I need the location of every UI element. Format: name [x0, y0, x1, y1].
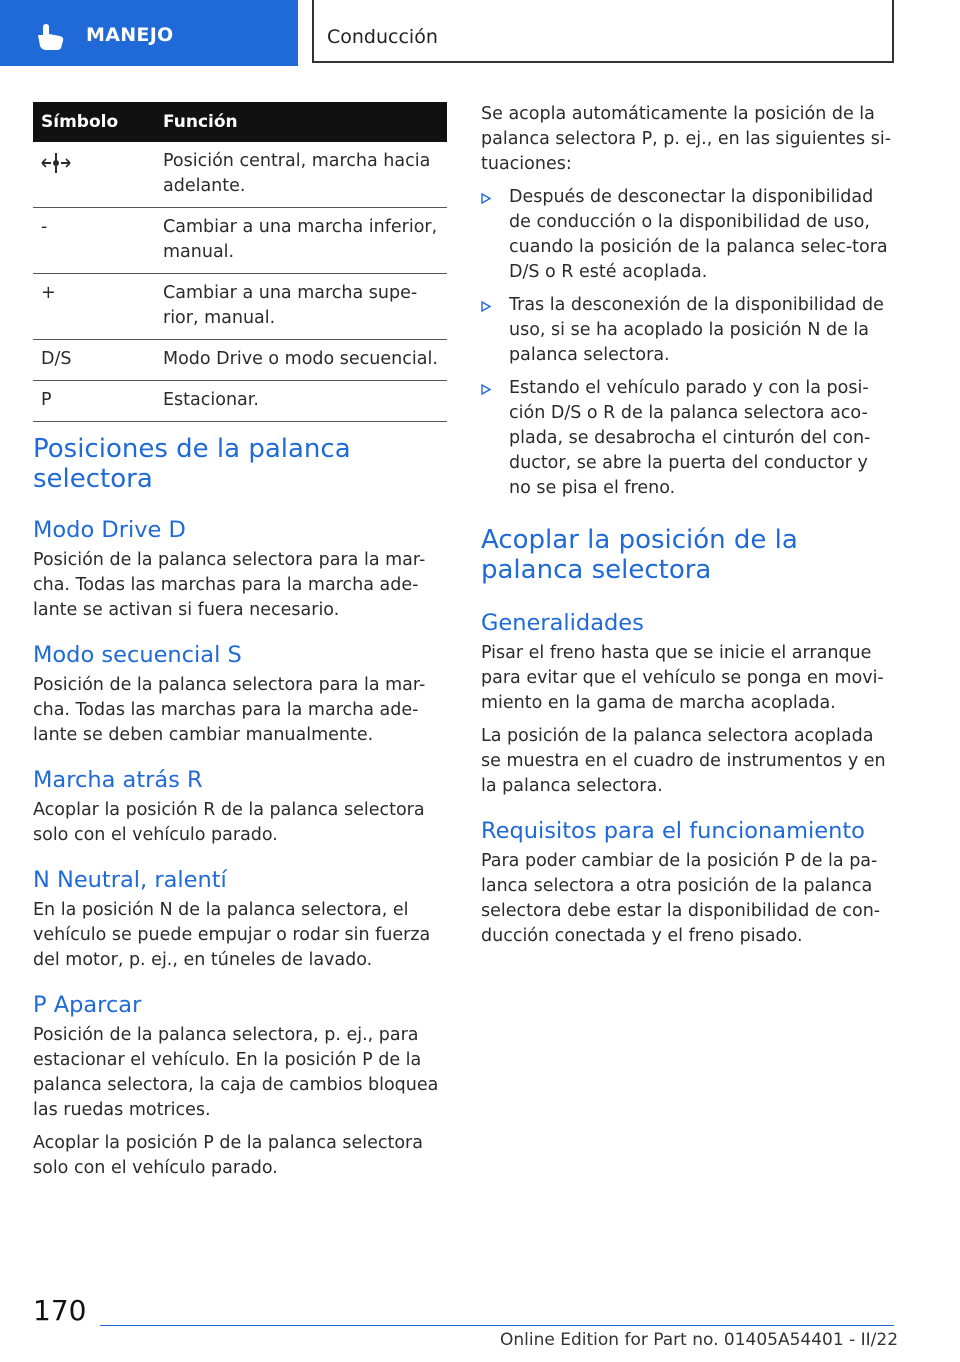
list-item	[481, 293, 895, 368]
left-column	[33, 434, 447, 1181]
table-cell-symbol: P	[33, 381, 155, 422]
table-row	[33, 381, 447, 422]
paragraph-requirements: Para poder cambiar de la posición P de la pa-lanca selectora a otra posición de la palanca selectora debe estar la disponibilidad de con-ducción conectada y el freno pisado.	[481, 851, 881, 946]
paragraph-sequential: Posición de la palanca selectora para la mar-cha. Todas las marchas para la marcha ade-lante se deben cambiar manualmente.	[33, 675, 426, 745]
footer-edition-text: Online Edition for Part no. 01405A54401 - II/22	[500, 1330, 899, 1350]
section-tab	[0, 0, 298, 66]
section-label: MANEJO	[86, 24, 174, 46]
paragraph-general-2: La posición de la palanca selectora acoplada se muestra en el cuadro de instrumentos y en la palanca selectora.	[481, 726, 886, 796]
paragraph-neutral: En la posición N de la palanca selectora, el vehículo se puede empujar o rodar sin fuerza del motor, p. ej., en túneles de lavado.	[33, 900, 431, 970]
list-item	[481, 376, 895, 501]
triangle-bullet-icon	[481, 193, 491, 204]
heading-engage: Acoplar la posición de la palanca selectora	[481, 525, 798, 585]
table-cell-symbol: +	[33, 274, 155, 340]
paragraph-general-1: Pisar el freno hasta que se inicie el arranque para evitar que el vehículo se ponga en movi-miento en la gama de marcha acoplada.	[481, 643, 884, 713]
table-cell-symbol: -	[33, 208, 155, 274]
list-item-text: Estando el vehículo parado y con la posi-ción D/S o R de la palanca selectora aco-plada, se desabrocha el cinturón del con-ductor, se abre la puerta del conductor y no se pisa el freno.	[509, 378, 871, 498]
heading-positions: Posiciones de la palanca selectora	[33, 434, 351, 494]
table-cell-function: Posición central, marcha hacia adelante.	[155, 142, 447, 208]
table-row	[33, 340, 447, 381]
heading-reverse: Marcha atrás R	[33, 767, 203, 793]
heading-general: Generalidades	[481, 610, 644, 636]
table-row	[33, 142, 447, 208]
right-column	[481, 102, 895, 949]
list-item	[481, 185, 895, 285]
table-cell-function: Cambiar a una marcha inferior, manual.	[155, 208, 447, 274]
table-cell-function: Estacionar.	[155, 381, 447, 422]
heading-requirements: Requisitos para el funcionamiento	[481, 818, 865, 844]
chapter-title: Conducción	[327, 26, 438, 48]
table-row	[33, 274, 447, 340]
heading-sequential: Modo secuencial S	[33, 642, 242, 668]
chapter-header	[312, 0, 894, 63]
hand-pointer-icon	[34, 24, 66, 50]
list-item-text: Tras la desconexión de la disponibilidad de uso, si se ha acoplado la posición N de la palanca selectora.	[509, 295, 884, 365]
table-cell-function: Cambiar a una marcha supe-rior, manual.	[155, 274, 447, 340]
footer-divider	[100, 1325, 894, 1326]
column-header-symbol: Símbolo	[33, 102, 155, 142]
table-cell-symbol	[33, 142, 155, 208]
paragraph-park-2: Acoplar la posición P de la palanca selectora solo con el vehículo parado.	[33, 1133, 423, 1178]
gear-shift-icon	[41, 152, 71, 174]
table-cell-function: Modo Drive o modo secuencial.	[155, 340, 447, 381]
triangle-bullet-icon	[481, 301, 491, 312]
table-cell-symbol: D/S	[33, 340, 155, 381]
heading-park: P Aparcar	[33, 992, 142, 1018]
paragraph-reverse: Acoplar la posición R de la palanca selectora solo con el vehículo parado.	[33, 800, 425, 845]
paragraph-park: Posición de la palanca selectora, p. ej., para estacionar el vehículo. En la posición P de la palanca selectora, la caja de cambios bloquea las ruedas motrices.	[33, 1025, 439, 1120]
symbol-table	[33, 102, 447, 422]
paragraph-drive: Posición de la palanca selectora para la mar-cha. Todas las marchas para la marcha ade-lante se activan si fuera necesario.	[33, 550, 426, 620]
table-header-row	[33, 102, 447, 142]
column-header-function: Función	[155, 102, 447, 142]
paragraph-intro: Se acopla automáticamente la posición de la palanca selectora P, p. ej., en las siguientes si-tuaciones:	[481, 104, 892, 174]
table-row	[33, 208, 447, 274]
heading-neutral: N Neutral, ralentí	[33, 867, 227, 893]
list-item-text: Después de desconectar la disponibilidad de conducción o la disponibilidad de uso, cuando la posición de la palanca selec-tora D/S o R esté acoplada.	[509, 187, 888, 282]
triangle-bullet-icon	[481, 384, 491, 395]
heading-drive: Modo Drive D	[33, 517, 186, 543]
page-number: 170	[33, 1294, 87, 1327]
bullet-list	[481, 185, 895, 501]
